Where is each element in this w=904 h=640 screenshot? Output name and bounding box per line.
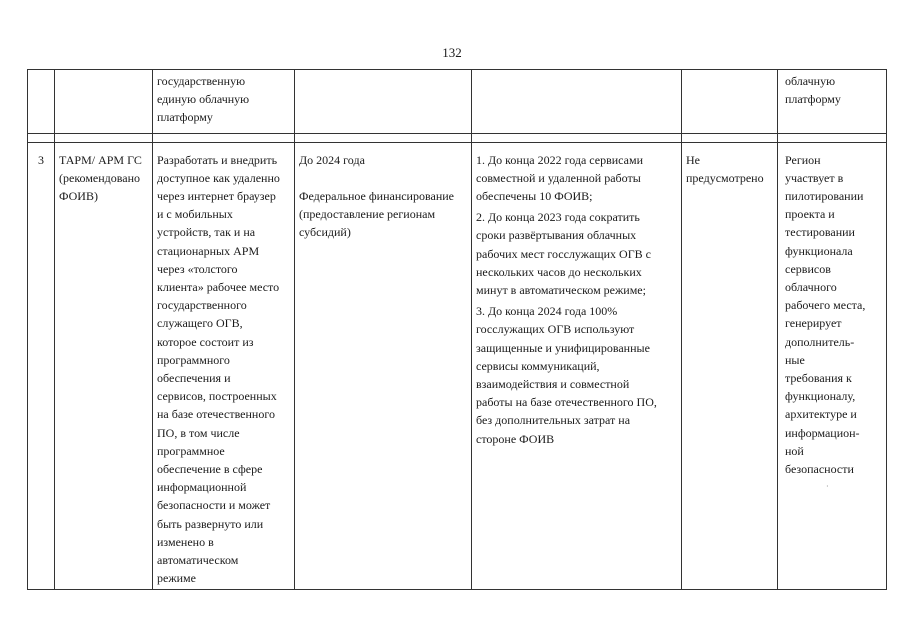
row-region: Регион участвует в пилотировании проекта и тестировании функционала сервисов облачного рабочего места, генерирует дополнитель- ные требования к функционалу, архитектуре и информацион- ной безопасности	[778, 142, 887, 590]
table-row	[28, 142, 887, 590]
deadline-text: До 2024 года	[299, 152, 365, 167]
cont-cell-status	[682, 70, 778, 134]
cont-cell-name	[55, 70, 153, 134]
cont-cell-number	[28, 70, 55, 134]
result-item: 2. До конца 2023 года сократить сроки развёртывания облачных рабочих мест госслужащих ОГВ с нескольких часов до нескольких минут в автоматическом режиме;	[476, 210, 651, 298]
cont-cell-task: государственную единую облачную платформу	[153, 70, 295, 134]
measures-table	[27, 69, 887, 590]
spacer-row	[28, 133, 887, 142]
row-deadline: До 2024 года Федеральное финансирование (предоставление регионам субсидий)	[295, 142, 472, 590]
continuation-row	[28, 70, 887, 134]
row-results	[472, 142, 682, 590]
row-name: ТАРМ/ АРМ ГС (рекомендовано ФОИВ)	[55, 142, 153, 590]
cont-cell-region: облачную платформу	[778, 70, 887, 134]
row-status: Не предусмотрено	[682, 142, 778, 590]
result-item: 3. До конца 2024 года 100% госслужащих ОГВ используют защищенные и унифицированные сервисы коммуникаций, взаимодействия и совместной работы на базе отечественного ПО, без дополнительных затрат на стороне ФОИВ	[476, 304, 657, 446]
row-number: 3	[28, 142, 55, 590]
scan-speck: ·	[826, 482, 829, 491]
row-task: Разработать и внедрить доступное как удаленно через интернет браузер и с мобильных устройств, так и на стационарных АРМ через «толстого клиента» рабочее место государственного служащего ОГВ, которое состоит из программного обеспечения и сервисов, построенных на базе отечественного ПО, в том числе программное обеспечение в сфере информационной безопасности и может быть развернуто или изменено в автоматическом режиме	[153, 142, 295, 590]
page-number: 132	[442, 45, 462, 60]
cont-cell-results	[472, 70, 682, 134]
result-item: 1. До конца 2022 года сервисами совместной и удаленной работы обеспечены 10 ФОИВ;	[476, 152, 643, 204]
cont-cell-deadline	[295, 70, 472, 134]
